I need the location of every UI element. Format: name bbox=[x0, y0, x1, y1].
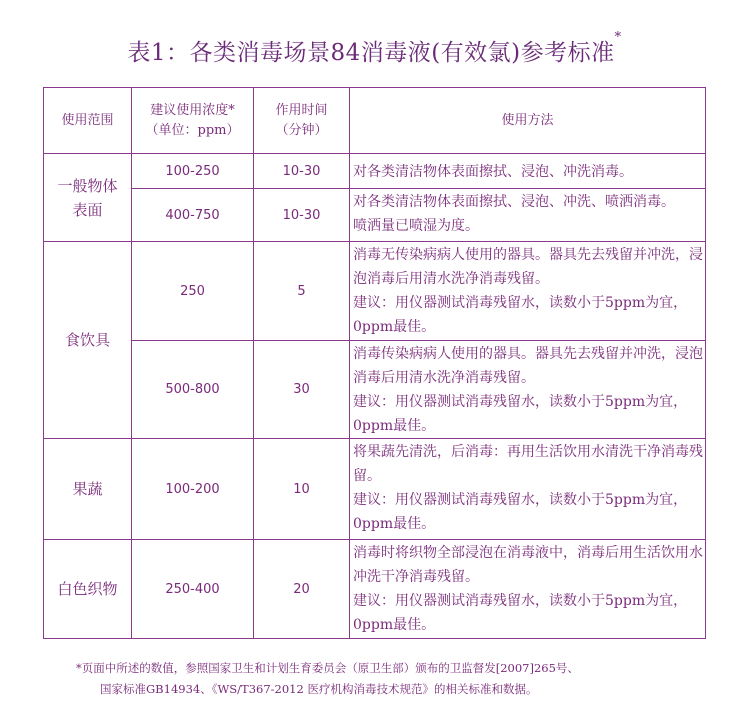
category-white-fabrics: 白色织物 bbox=[44, 540, 132, 639]
method-cell: 对各类清洁物体表面擦拭、浸泡、冲洗消毒。 bbox=[350, 154, 706, 189]
time-cell: 5 bbox=[254, 242, 350, 341]
footnote-line-1: *页面中所述的数值，参照国家卫生和计划生育委员会（原卫生部）颁布的卫监督发[2007]265号、 bbox=[76, 661, 579, 675]
time-cell: 10-30 bbox=[254, 154, 350, 189]
title-asterisk: * bbox=[614, 30, 622, 45]
header-scope: 使用范围 bbox=[44, 88, 132, 154]
category-tableware: 食饮具 bbox=[44, 242, 132, 439]
disinfection-standards-table bbox=[43, 87, 706, 639]
table-row bbox=[44, 341, 706, 439]
footnote-line-2: 国家标准GB14934、《WS/T367-2012 医疗机构消毒技术规范》的相关标准和数据。 bbox=[100, 682, 538, 696]
table-row bbox=[44, 242, 706, 341]
time-cell: 20 bbox=[254, 540, 350, 639]
concentration-cell: 500-800 bbox=[132, 341, 254, 439]
page-title: 表1：各类消毒场景84消毒液(有效氯)参考标准* bbox=[127, 30, 622, 66]
table-row bbox=[44, 189, 706, 242]
header-concentration: 建议使用浓度* （单位：ppm） bbox=[132, 88, 254, 154]
time-cell: 10-30 bbox=[254, 189, 350, 242]
concentration-cell: 250-400 bbox=[132, 540, 254, 639]
header-time: 作用时间 （分钟） bbox=[254, 88, 350, 154]
footnote bbox=[76, 658, 716, 700]
concentration-cell: 250 bbox=[132, 242, 254, 341]
table-row bbox=[44, 154, 706, 189]
method-cell: 将果蔬先清洗，后消毒：再用生活饮用水清洗干净消毒残留。 建议：用仪器测试消毒残留水，读数小于5ppm为宜，0ppm最佳。 bbox=[350, 439, 706, 540]
table-header-row bbox=[44, 88, 706, 154]
method-cell: 消毒无传染病病人使用的器具。器具先去残留并冲洗，浸泡消毒后用清水洗净消毒残留。 建议：用仪器测试消毒残留水，读数小于5ppm为宜，0ppm最佳。 bbox=[350, 242, 706, 341]
category-general-surfaces: 一般物体 表面 bbox=[44, 154, 132, 242]
concentration-cell: 100-200 bbox=[132, 439, 254, 540]
time-cell: 10 bbox=[254, 439, 350, 540]
concentration-cell: 100-250 bbox=[132, 154, 254, 189]
table-row bbox=[44, 540, 706, 639]
method-cell: 消毒传染病病人使用的器具。器具先去残留并冲洗，浸泡消毒后用清水洗净消毒残留。 建议：用仪器测试消毒残留水，读数小于5ppm为宜，0ppm最佳。 bbox=[350, 341, 706, 439]
method-cell: 消毒时将织物全部浸泡在消毒液中，消毒后用生活饮用水冲洗干净消毒残留。 建议：用仪器测试消毒残留水，读数小于5ppm为宜，0ppm最佳。 bbox=[350, 540, 706, 639]
table-row bbox=[44, 439, 706, 540]
category-fruits-vegetables: 果蔬 bbox=[44, 439, 132, 540]
concentration-cell: 400-750 bbox=[132, 189, 254, 242]
header-method: 使用方法 bbox=[350, 88, 706, 154]
time-cell: 30 bbox=[254, 341, 350, 439]
method-cell: 对各类清洁物体表面擦拭、浸泡、冲洗、喷洒消毒。 喷洒量已喷湿为度。 bbox=[350, 189, 706, 242]
